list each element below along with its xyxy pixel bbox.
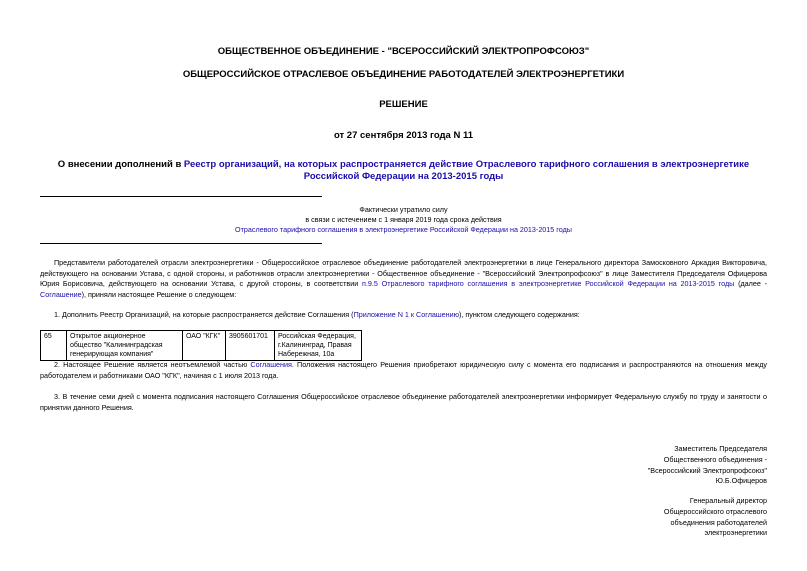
- cell-address: Российская Федерация, г.Калининград, Правая Набережная, 10а: [275, 331, 362, 361]
- item1-text1: 1. Дополнить Реестр Организаций, на которые распространяется действие Соглашения (: [54, 310, 354, 319]
- agreement-link[interactable]: Отраслевого тарифного соглашения в электроэнергетике Российской Федерации на 2013-2015 годы: [235, 225, 572, 234]
- divider-top: [40, 196, 322, 197]
- signature-union-line2: Общественного объединения -: [663, 454, 767, 464]
- document-type: РЕШЕНИЕ: [379, 99, 428, 110]
- signature-employers-line2: Общероссийского отраслевого: [663, 506, 767, 516]
- document-subject: [40, 159, 767, 183]
- preamble-text1: Представители работодателей отрасли электроэнергетики - Общероссийское отраслевое объединение работодателей электроэнергетики в лице Генерального директора Замосковного Аркадия Викторовича, действующего на основании Устава, с одной стороны, и работников отрасли электроэнергетики - Общественное объединение - "Всероссийский Электропрофсоюз" в лице Заместителя Председателя Офицерова Юрия Борисовича, действующего на основании Устава, с другой стороны, в соответствии: [40, 258, 767, 289]
- item2-paragraph: [40, 360, 767, 381]
- signature-union-line4: Ю.Б.Офицеров: [715, 476, 767, 486]
- signature-employers-line3: объединения работодателей: [670, 517, 767, 527]
- signature-union: [567, 444, 767, 487]
- cell-inn: 3905601701: [226, 331, 275, 361]
- cell-number: 65: [41, 331, 67, 361]
- item3-paragraph: 3. В течение семи дней с момента подписания настоящего Соглашения Общероссийское отраслевое объединение работодателей электроэнергетики информирует Федеральную службу по труду и занятости о принятии данного Решения.: [40, 392, 767, 412]
- status-note-line1: Фактически утратило силу: [359, 205, 448, 214]
- org-title-employers: ОБЩЕРОССИЙСКОЕ ОТРАСЛЕВОЕ ОБЪЕДИНЕНИЕ РАБОТОДАТЕЛЕЙ ЭЛЕКТРОЭНЕРГЕТИКИ: [182, 69, 625, 80]
- appendix-link[interactable]: Приложение N 1 к Соглашению: [353, 310, 460, 319]
- signature-union-line3: "Всероссийский Электропрофсоюз": [647, 465, 767, 475]
- cell-short-name: ОАО "КГК": [183, 331, 226, 361]
- signature-union-line1: Заместитель Председателя: [674, 444, 767, 453]
- preamble-text2: (далее -: [734, 279, 767, 289]
- item1-paragraph: [40, 310, 767, 321]
- divider-bottom: [40, 243, 322, 244]
- agreement-short-link[interactable]: Соглашение: [40, 289, 82, 299]
- item2-text1: 2. Настоящее Решение является неотъемлемой частью: [54, 360, 251, 369]
- subject-prefix: О внесении дополнений в: [57, 159, 184, 170]
- cell-organization-name: Открытое акционерное общество "Калининградская генерирующая компания": [67, 331, 183, 361]
- preamble-text3: ), приняли настоящее Решение о следующем:: [81, 289, 237, 299]
- table-row: [41, 331, 362, 361]
- item2-text2: . Положения настоящего Решения приобретают юридическую силу с момента его подписания и распространяются на отношения между работодателем и работниками ОАО "КГК", начиная с 1 июля 2013 года.: [40, 360, 767, 380]
- agreement-ref-link[interactable]: Соглашения: [250, 360, 292, 369]
- signature-employers-line1: Генеральный директор: [689, 496, 767, 505]
- status-note-line2: в связи с истечением с 1 января 2019 года срока действия: [305, 215, 502, 224]
- status-note: [0, 205, 807, 235]
- registry-insert-table: [40, 330, 362, 361]
- signature-employers-line4: электроэнергетики: [704, 528, 767, 538]
- org-title-union: ОБЩЕСТВЕННОЕ ОБЪЕДИНЕНИЕ - "ВСЕРОССИЙСКИЙ ЭЛЕКТРОПРОФСОЮЗ": [217, 46, 590, 57]
- registry-link[interactable]: Реестр организаций, на которых распространяется действие Отраслевого тарифного соглашения в электроэнергетике Российской Федерации на 2013-2015 годы: [183, 159, 750, 182]
- document-date-number: от 27 сентября 2013 года N 11: [333, 130, 474, 141]
- clause-link[interactable]: п.9.5 Отраслевого тарифного соглашения в электроэнергетике Российской Федерации на 2013-2015 годы: [362, 279, 735, 289]
- signature-employers: [567, 496, 767, 539]
- preamble-paragraph: [40, 258, 767, 300]
- item1-text2: ), пунктом следующего содержания:: [459, 310, 580, 319]
